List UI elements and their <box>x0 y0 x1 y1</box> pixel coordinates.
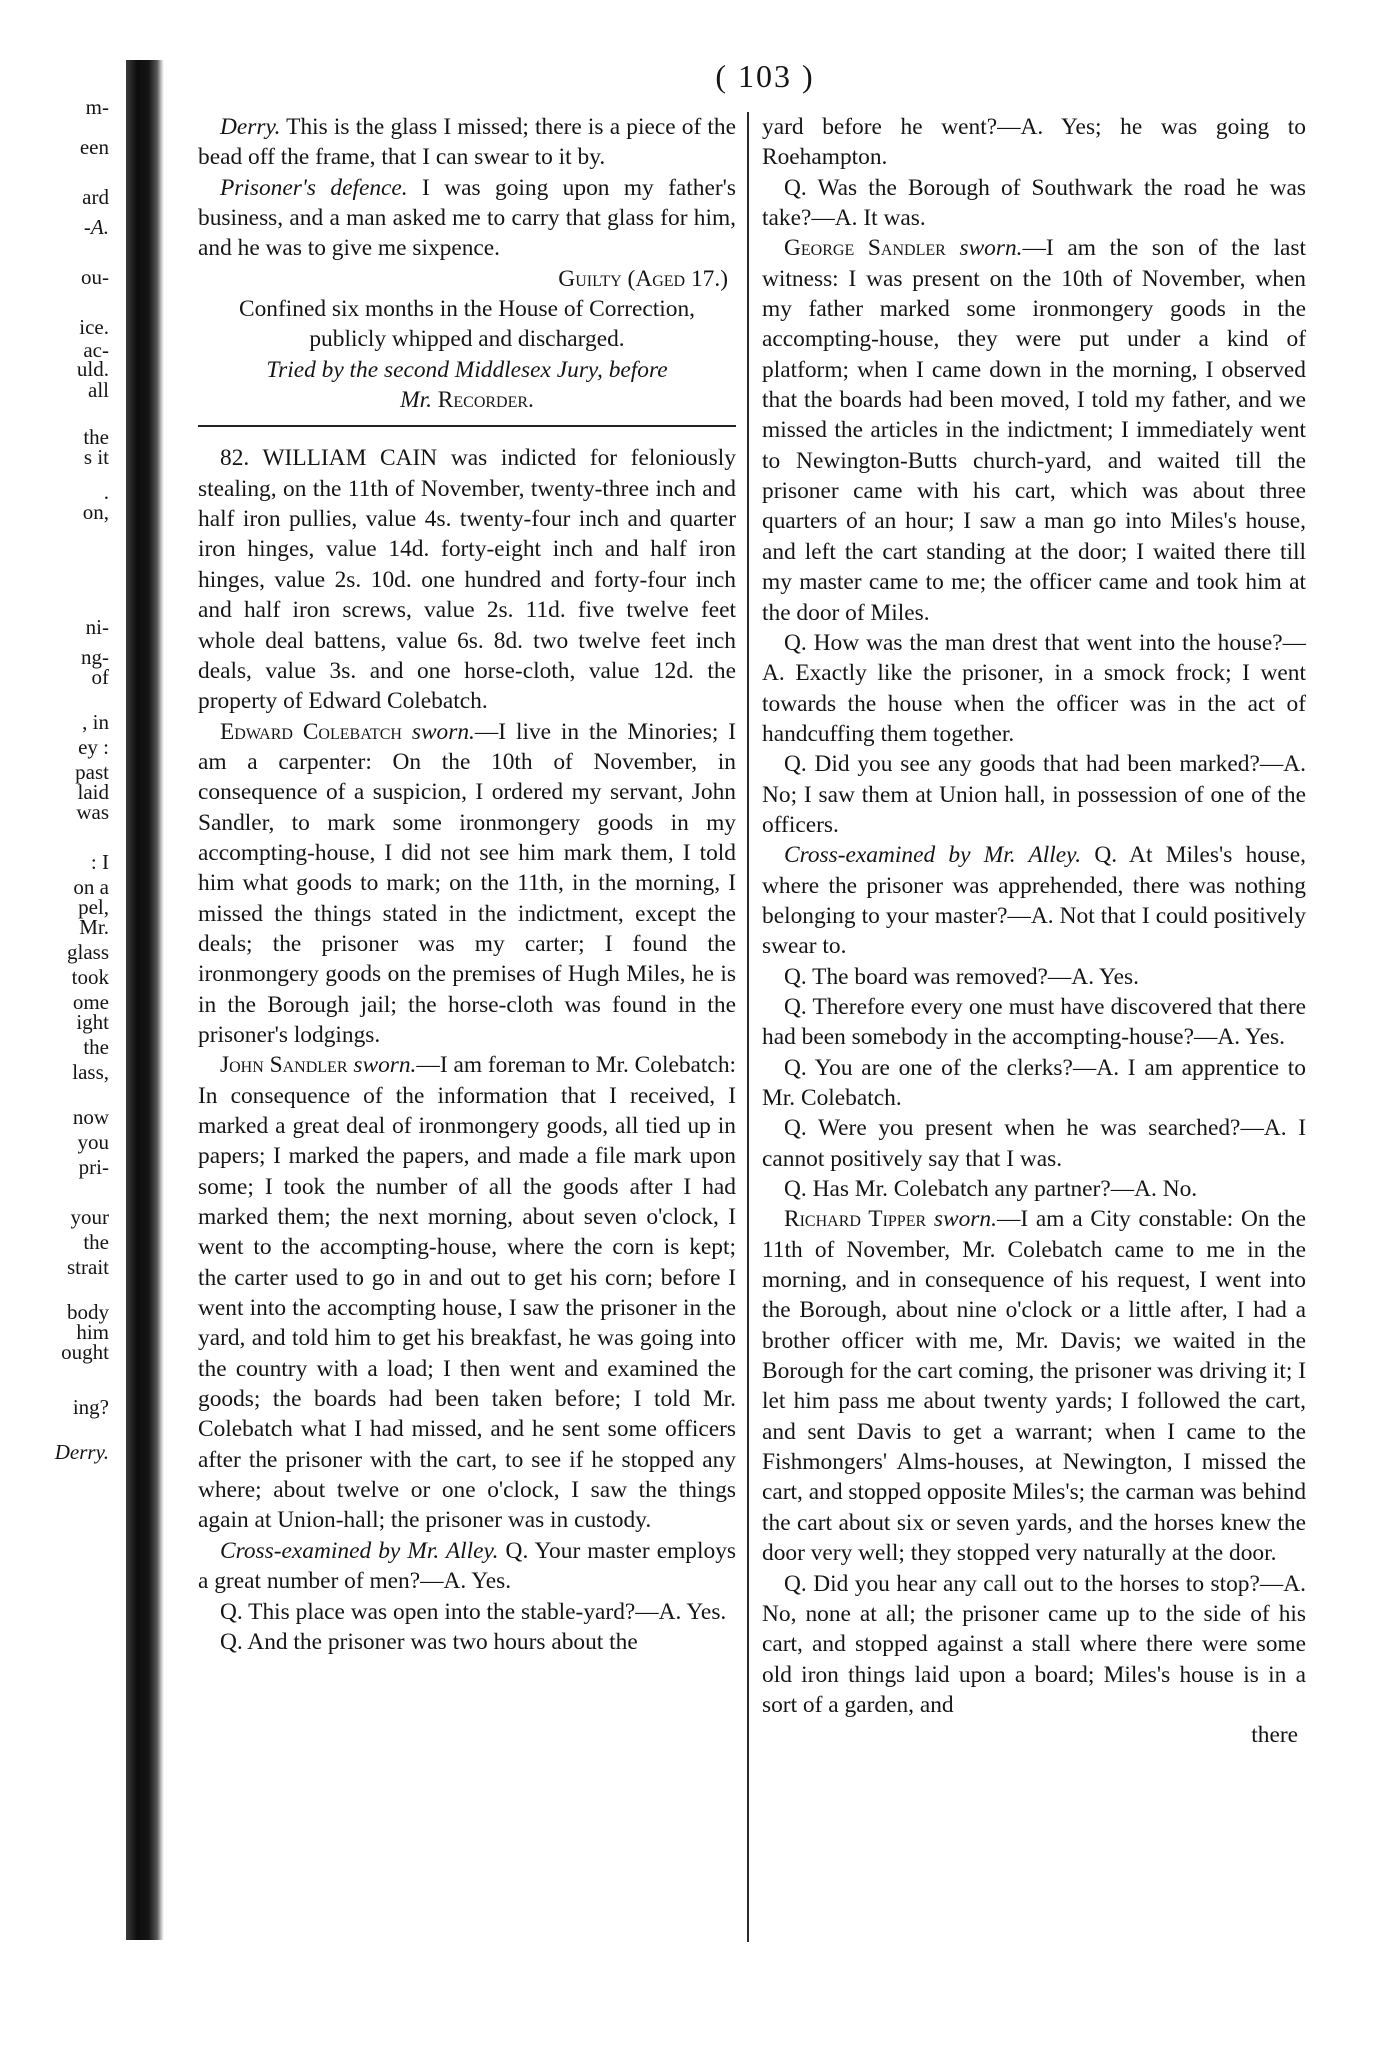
margin-fragment: lass, <box>72 1060 109 1084</box>
margin-fragment: ey : <box>78 735 109 759</box>
witness-name: John Sandler <box>220 1052 348 1079</box>
question-answer: Q. Did you see any goods that had been marked?—A. No; I saw them at Union hall, in possession of one of the officers. <box>762 751 1306 838</box>
defendant-name: WILLIAM CAIN <box>262 445 438 472</box>
margin-fragment: ac- <box>83 338 109 362</box>
margin-fragment: of <box>91 665 109 689</box>
margin-fragment: was <box>76 800 109 824</box>
speaker-name: Derry. <box>220 114 281 140</box>
margin-fragment: m- <box>85 95 109 119</box>
margin-fragment: ard <box>82 185 109 209</box>
witness-name: George Sandler <box>784 235 946 262</box>
question-answer: Q. The board was removed?—A. Yes. <box>784 963 1139 990</box>
margin-fragment: all <box>88 378 109 402</box>
margin-fragment: ng- <box>81 645 109 669</box>
margin-fragment: body <box>67 1300 109 1324</box>
margin-fragment: -A. <box>83 215 109 239</box>
margin-fragment: the <box>83 1035 109 1059</box>
witness-john-sandler: John Sandler sworn.—I am foreman to Mr. Colebatch: In consequence of the information that I received, I marked a great deal of ironmongery goods, all tied up in papers; I marked the papers, and made a file mark upon some; I took the number of all the goods after I had marked them; the next morning, about seven o'clock, I went to the accompting-house, where the corn is kept; the carter used to go in and out to get his corn; before I went into the accompting house, I saw the prisoner in the yard, and told him to get his breakfast, he was going into the country with a load; I then went and examined the goods; the boards had been taken before; I told Mr. Colebatch what I had missed, and he sent some officers after the prisoner with the cart, to see if he stopped any where; about twelve or one o'clock, I saw the things again at Union-hall; the prisoner was in custody. <box>198 1052 737 1534</box>
witness-colebatch: Edward Colebatch sworn.—I live in the Minories; I am a carpenter: On the 10th of November, in consequence of a suspicion, I ordered my servant, John Sandler, to mark some ironmongery goods in my accompting-house, I did not see him mark them, I told him what goods to mark; on the 11th, in the morning, I missed the things stated in the indictment, except the deals; the prisoner was my carter; I found the ironmongery goods on the premises of Hugh Miles, he is in the Borough jail; the horse-cloth was found in the prisoner's lodgings. <box>198 718 736 1048</box>
case-number: 82. <box>220 445 263 472</box>
cross-examination: Cross-examined by Mr. Alley. Q. Your master employs a great number of men?—A. Yes. <box>198 1537 736 1595</box>
jury-note: Tried by the second Middlesex Jury, before Mr. Recorder. <box>266 356 668 414</box>
margin-fragment: ice. <box>79 315 109 339</box>
margin-fragment: Derry. <box>54 1440 109 1464</box>
margin-fragment: ome <box>72 990 109 1014</box>
case-indictment: 82. WILLIAM CAIN was indicted for feloniously stealing, on the 11th of November, twenty-three inch and half iron pullies, value 4s. twenty-four inch and quarter iron hinges, value 14d. forty-eight inch and half iron hinges, value 2s. 10d. one hundred and forty-four inch and half iron screws, value 2s. 11d. five twelve feet whole deal battens, value 6s. 8d. two twelve feet inch deals, value 3s. and one horse-cloth, value 12d. the property of Edward Colebatch. <box>198 445 736 715</box>
sentence: Confined six months in the House of Correction, publicly whipped and discharged. <box>238 296 696 353</box>
cross-examination: Cross-examined by Mr. Alley. Q. At Miles's house, where the prisoner was apprehended, there was nothing belonging to your master?—A. Not that I could positively swear to. <box>762 842 1306 960</box>
margin-fragment: him <box>76 1320 109 1344</box>
margin-fragment: ought <box>61 1340 109 1364</box>
witness-name: Richard Tipper <box>784 1206 927 1233</box>
cross-exam-label: Cross-examined by Mr. Alley. <box>784 842 1082 869</box>
right-column <box>762 112 1306 1751</box>
margin-fragment: your <box>70 1205 109 1229</box>
verdict: Guilty (Aged 17.) <box>558 265 728 292</box>
question-answer: Q. Were you present when he was searched?—A. I cannot positively say that I was. <box>762 1115 1306 1172</box>
question-answer: Q. You are one of the clerks?—A. I am apprentice to Mr. Colebatch. <box>762 1054 1306 1111</box>
margin-fragment: ight <box>76 1010 109 1034</box>
witness-richard-tipper: Richard Tipper sworn.—I am a City constable: On the 11th of November, Mr. Colebatch came to me in the morning, and in consequence of his request, I went into the Borough, about nine o'clock or a little after, I had a brother officer with me, Mr. Davis; we waited in the Borough for the cart coming, the prisoner was driving it; I let him pass me about twenty yards; I followed the cart, and sent Davis to get a warrant; when I came to the Fishmongers' Alms-houses, at Newington, I missed the cart, and stopped opposite Miles's; the carman was behind the cart about six or seven yards, and the horses knew the door very well; they stopped very naturally at the door. <box>762 1206 1307 1567</box>
witness-name: Edward Colebatch <box>220 718 402 745</box>
margin-fragment: , in <box>82 710 109 734</box>
question-answer: Q. And the prisoner was two hours about the <box>220 1628 638 1655</box>
margin-fragment: uld. <box>76 357 109 381</box>
margin-fragment: the <box>83 425 109 449</box>
margin-fragment: past <box>75 760 109 784</box>
prisoner-defence: Prisoner's defence. I was going upon my father's business, and a man asked me to carry that glass for him, and he was to give me sixpence. <box>198 174 736 262</box>
margin-fragment: you <box>77 1130 109 1154</box>
margin-fragment: ou- <box>81 265 109 289</box>
page-number: ( 103 ) <box>715 58 815 94</box>
question-answer: Q. Was the Borough of Southwark the road he was take?—A. It was. <box>762 174 1306 232</box>
margin-fragment: laid <box>77 780 109 804</box>
margin-fragment: pri- <box>78 1155 109 1179</box>
margin-fragment: on, <box>82 500 109 524</box>
margin-fragment: the <box>83 1230 109 1254</box>
book-gutter-shadow <box>126 60 164 1940</box>
margin-fragment: ing? <box>72 1395 109 1419</box>
margin-fragment: took <box>71 965 109 989</box>
margin-fragment: Mr. <box>79 915 109 939</box>
answer-continuation: yard before he went?—A. Yes; he was going to Roehampton. <box>762 114 1306 171</box>
margin-fragment: een <box>79 135 109 159</box>
cross-exam-label: Cross-examined by Mr. Alley. <box>220 1537 499 1564</box>
witness-george-sandler: George Sandler sworn.—I am the son of the last witness: I was present on the 10th of November, when my father marked some ironmongery goods in the accompting-house, they were put under a kind of platform; when I came down in the morning, I observed that the boards had been moved, I told my father, and we missed the articles in the indictment; I immediately went to Newington-Butts church-yard, and waited till the prisoner came with his cart, which was about three quarters of an hour; I saw a man go into Miles's house, and left the cart standing at the door; I waited there till my master came to me; the officer came and took him at the door of Miles. <box>762 235 1306 626</box>
question-answer: Q. Did you hear any call out to the horses to stop?—A. No, none at all; the prisoner came up to the side of his cart, and stopped against a stall where there were some old iron things laid upon a board; Miles's house is in a sort of a garden, and <box>762 1570 1306 1718</box>
margin-fragment: now <box>72 1105 109 1129</box>
margin-fragment: strait <box>67 1255 109 1279</box>
question-answer: Q. How was the man drest that went into the house?—A. Exactly like the prisoner, in a smock frock; I went towards the house when the officer was in the act of handcuffing them together. <box>762 629 1306 747</box>
defence-label: Prisoner's defence. <box>220 174 408 201</box>
margin-fragment: : I <box>90 850 109 874</box>
margin-fragment: ni- <box>85 615 109 639</box>
question-answer: Q. Therefore every one must have discovered that there had been somebody in the accompting-house?—A. Yes. <box>762 993 1306 1051</box>
catchword: there <box>1251 1722 1298 1749</box>
margin-fragment: s it <box>83 445 109 469</box>
margin-fragment: pel, <box>78 895 109 919</box>
margin-fragment: on a <box>73 875 109 899</box>
question-answer: Q. Has Mr. Colebatch any partner?—A. No. <box>784 1176 1198 1203</box>
previous-page-margin-fragments <box>0 0 125 2066</box>
margin-fragment: . <box>103 480 109 504</box>
derry-testimony: Derry. This is the glass I missed; there is a piece of the bead off the frame, that I can swear to it by. <box>198 114 736 171</box>
margin-fragment: glass <box>67 940 109 964</box>
case-divider <box>198 425 736 427</box>
left-column <box>198 112 736 1657</box>
question-answer: Q. This place was open into the stable-yard?—A. Yes. <box>220 1598 727 1625</box>
column-rule <box>747 112 749 1942</box>
